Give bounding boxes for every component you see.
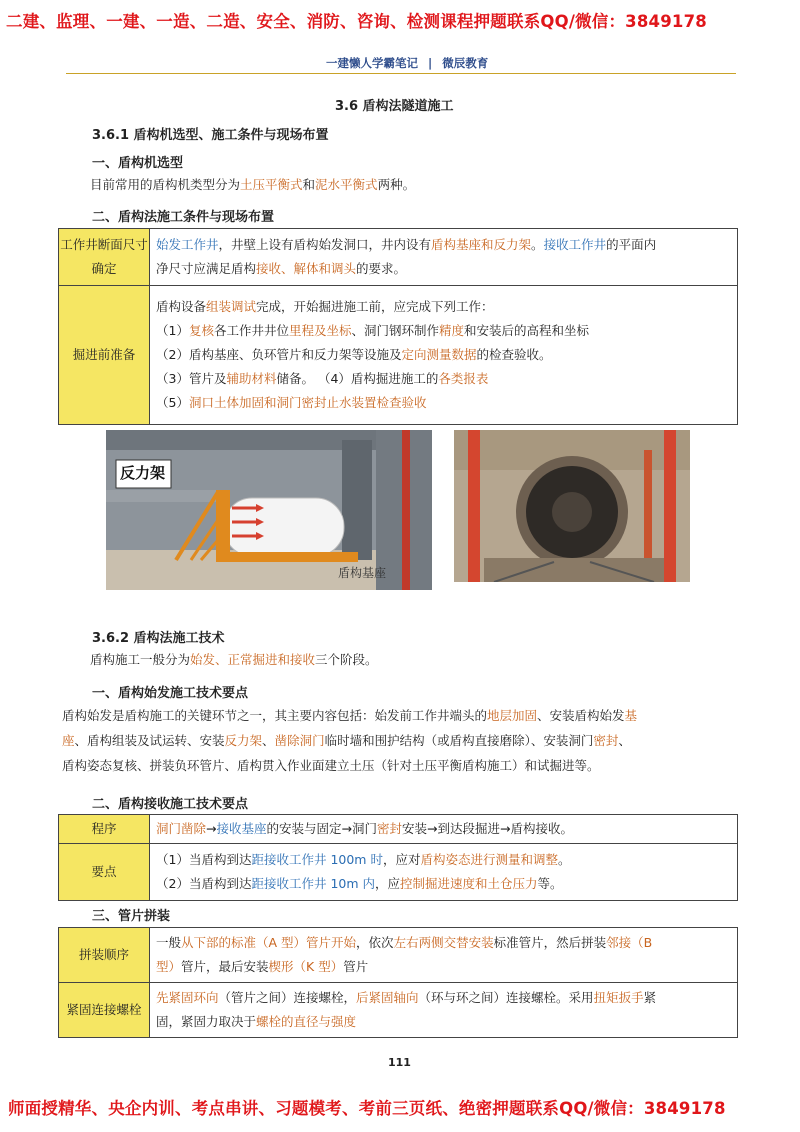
highlight-keyword: 控制掘进速度和土仓压力 xyxy=(400,876,538,891)
bottom-banner: 师面授精华、央企内训、考点串讲、习题模考、考前三页纸、绝密押题联系QQ/微信：3849178 xyxy=(8,1099,726,1118)
row-label-procedure: 程序 xyxy=(59,815,150,844)
table-row xyxy=(59,229,738,286)
highlight-keyword: 里程及坐标 xyxy=(288,323,352,338)
highlight-keyword: 泥水平衡式 xyxy=(315,177,378,192)
text-run: 。 xyxy=(557,852,571,867)
highlight-keyword: 左右两侧交替安装 xyxy=(393,935,494,950)
text-run: 、 xyxy=(618,733,631,748)
header-brand-left: 一建懒人学霸笔记 xyxy=(326,56,418,70)
highlight-keyword: 型） xyxy=(156,959,182,974)
text-run: 。 xyxy=(531,237,544,252)
header-rule xyxy=(66,73,736,74)
highlight-keyword: 精度 xyxy=(439,323,465,338)
text-run: 固，紧固力取决于 xyxy=(156,1014,257,1029)
highlight-keyword: 洞门凿除 xyxy=(156,821,207,836)
highlight-keyword: 螺栓的直径与强度 xyxy=(256,1014,357,1029)
heading-machine-selection: 一、盾构机选型 xyxy=(92,156,184,171)
highlight-keyword: 先紧固环向 xyxy=(156,990,219,1005)
highlight-keyword: 辅助材料 xyxy=(226,371,277,386)
table-row xyxy=(59,844,738,901)
text-run: 盾构始发是盾构施工的关键环节之一，其主要内容包括：始发前工作井端头的 xyxy=(62,708,488,723)
text-run: 的平面内 xyxy=(606,237,657,252)
text-run: 三个阶段。 xyxy=(315,652,378,667)
header-brand xyxy=(326,55,488,71)
conditions-table xyxy=(58,228,738,425)
highlight-keyword: 各类报表 xyxy=(438,371,489,386)
highlight-keyword: 座 xyxy=(62,733,75,748)
text-run: （环与环之间）连接螺栓。采用 xyxy=(418,990,594,1005)
text-run: （5） xyxy=(156,395,189,410)
text-run: （2）盾构基座、负环管片和反力架等设施及 xyxy=(156,347,402,362)
highlight-keyword: 凿除洞门 xyxy=(274,733,325,748)
row-content-key-points xyxy=(150,844,738,901)
text-run: 盾构姿态复核、拼装负环管片、盾构贯入作业面建立土压（针对土压平衡盾构施工）和试掘进等。 xyxy=(62,758,600,773)
text-run: （管片之间）连接螺栓， xyxy=(218,990,357,1005)
highlight-keyword: 盾构姿态进行测量和调整 xyxy=(420,852,558,867)
heading-site-layout: 二、盾构法施工条件与现场布置 xyxy=(92,210,275,225)
content-line xyxy=(156,955,731,979)
content-line xyxy=(156,257,731,281)
reaction-frame-sign: 反力架 xyxy=(120,464,166,482)
subsection-title-362: 3.6.2 盾构法施工技术 xyxy=(92,631,225,646)
content-line xyxy=(156,986,731,1010)
subsection-title-361: 3.6.1 盾构机选型、施工条件与现场布置 xyxy=(92,128,329,143)
highlight-keyword: 土压平衡式 xyxy=(240,177,303,192)
content-line xyxy=(156,1010,731,1034)
text-run: 标准管片，然后拼装 xyxy=(493,935,607,950)
text-run: 安装→到达段掘进→盾构接收。 xyxy=(402,821,573,836)
highlight-keyword: 组装调试 xyxy=(206,299,257,314)
text-run: （3）管片及 xyxy=(156,371,227,386)
text-run: 的安装与固定→洞门 xyxy=(266,821,377,836)
photo-shield-arrival xyxy=(454,430,690,582)
page-number: 111 xyxy=(388,1056,411,1069)
prep-lines xyxy=(156,295,731,415)
row-content-shaft-size xyxy=(150,229,738,286)
text-run: 盾构设备 xyxy=(156,299,207,314)
text-run: 紧 xyxy=(643,990,657,1005)
text-run: 的要求。 xyxy=(356,261,407,276)
content-line xyxy=(156,931,731,955)
highlight-term: 接收基座 xyxy=(216,821,267,836)
content-line xyxy=(156,233,731,257)
highlight-keyword: 基 xyxy=(624,708,638,723)
table-row xyxy=(59,286,738,425)
highlight-term: 距接收工作井 10m 内 xyxy=(251,876,375,891)
highlight-keyword: 盾构基座和反力架 xyxy=(431,237,532,252)
text-run: 管片，最后安装 xyxy=(181,959,269,974)
highlight-keyword: 邻接（B xyxy=(606,935,653,950)
content-line xyxy=(62,728,752,753)
text-run: ，井壁上设有盾构始发洞口，井内设有 xyxy=(218,237,432,252)
text-run: 临时墙和围护结构（或盾构直接磨除）、安装洞门 xyxy=(324,733,594,748)
header-brand-right: 微辰教育 xyxy=(442,56,489,70)
text-run: 和安装后的高程和坐标 xyxy=(464,323,590,338)
content-line xyxy=(156,343,731,367)
text-run: → xyxy=(206,821,217,836)
section-title: 3.6 盾构法隧道施工 xyxy=(335,99,454,114)
heading-launch: 一、盾构始发施工技术要点 xyxy=(92,686,249,701)
assembly-table xyxy=(58,927,738,1038)
text-run: （2）当盾构到达 xyxy=(156,876,252,891)
top-banner: 二建、监理、一建、一造、二造、安全、消防、咨询、检测课程押题联系QQ/微信：3849178 xyxy=(6,12,707,31)
content-line xyxy=(156,848,731,872)
highlight-keyword: 密封 xyxy=(593,733,619,748)
highlight-keyword: 密封 xyxy=(377,821,403,836)
row-content-procedure xyxy=(150,815,738,844)
content-line xyxy=(62,753,752,778)
row-content-assembly-order xyxy=(150,928,738,983)
text-run: 盾构施工一般分为 xyxy=(90,652,191,667)
row-label-shaft-size: 工作井断面尺寸确定 xyxy=(59,229,150,286)
text-run: 、 xyxy=(262,733,275,748)
highlight-keyword: 始发、正常掘进和接收 xyxy=(190,652,316,667)
content-line xyxy=(156,872,731,896)
heading-segment-assembly: 三、管片拼装 xyxy=(92,909,171,924)
text-run: 净尺寸应满足盾构 xyxy=(156,261,257,276)
text-run: 等。 xyxy=(537,876,563,891)
text-run: 管片 xyxy=(343,959,369,974)
text-run: ，依次 xyxy=(356,935,394,950)
content-line xyxy=(156,295,731,319)
content-line xyxy=(156,319,731,343)
table-row xyxy=(59,928,738,983)
highlight-keyword: 楔形（K 型） xyxy=(268,959,344,974)
text-run: （1） xyxy=(156,323,189,338)
receive-table xyxy=(58,814,738,901)
text-run: ，应 xyxy=(375,876,401,891)
content-line xyxy=(156,391,731,415)
row-label-key-points: 要点 xyxy=(59,844,150,901)
text-run: 两种。 xyxy=(377,177,416,192)
row-label-assembly-order: 拼装顺序 xyxy=(59,928,150,983)
highlight-keyword: 接收、解体和调头 xyxy=(256,261,357,276)
text-run: （1）当盾构到达 xyxy=(156,852,252,867)
text-run: 、盾构组装及试运转、安装 xyxy=(74,733,225,748)
highlight-term: 距接收工作井 100m 时 xyxy=(251,852,383,867)
text-run: 、安装盾构始发 xyxy=(537,708,625,723)
highlight-keyword: 后紧固轴向 xyxy=(356,990,419,1005)
highlight-keyword: 从下部的标准（A 型）管片开始 xyxy=(181,935,357,950)
para-launch xyxy=(62,703,752,778)
text-run: 、洞门钢环制作 xyxy=(351,323,440,338)
text-run: 完成，开始掘进施工前，应完成下列工作： xyxy=(256,299,494,314)
highlight-term: 始发工作井 xyxy=(156,237,219,252)
shield-arrival-illustration xyxy=(454,430,690,582)
highlight-keyword: 地层加固 xyxy=(487,708,538,723)
table-row xyxy=(59,983,738,1038)
highlight-keyword: 反力架 xyxy=(224,733,263,748)
text-run: 各工作井井位 xyxy=(213,323,289,338)
text-run: 的检查验收。 xyxy=(476,347,552,362)
content-line xyxy=(62,703,752,728)
highlight-keyword: 定向测量数据 xyxy=(401,347,477,362)
para-machine-types xyxy=(90,172,415,197)
photo-caption-base: 盾构基座 xyxy=(338,566,387,580)
highlight-term: 接收工作井 xyxy=(543,237,607,252)
highlight-keyword: 扭矩扳手 xyxy=(593,990,644,1005)
table-row xyxy=(59,815,738,844)
row-content-preparation xyxy=(150,286,738,425)
photo-reaction-frame xyxy=(106,430,432,590)
para-stages xyxy=(90,647,378,672)
header-separator: | xyxy=(428,56,433,70)
highlight-keyword: 洞口土体加固和洞门密封止水装置检查验收 xyxy=(188,395,427,410)
text-run: 目前常用的盾构机类型分为 xyxy=(90,177,241,192)
row-label-preparation: 掘进前准备 xyxy=(59,286,150,425)
content-line xyxy=(156,367,731,391)
text-run: 一般 xyxy=(156,935,182,950)
row-content-bolt-tightening xyxy=(150,983,738,1038)
text-run: 和 xyxy=(302,177,316,192)
heading-receive: 二、盾构接收施工技术要点 xyxy=(92,797,249,812)
text-run: ，应对 xyxy=(382,852,421,867)
text-run: 储备。 （4）盾构掘进施工的 xyxy=(276,371,439,386)
row-label-bolt-tightening: 紧固连接螺栓 xyxy=(59,983,150,1038)
highlight-keyword: 复核 xyxy=(188,323,214,338)
